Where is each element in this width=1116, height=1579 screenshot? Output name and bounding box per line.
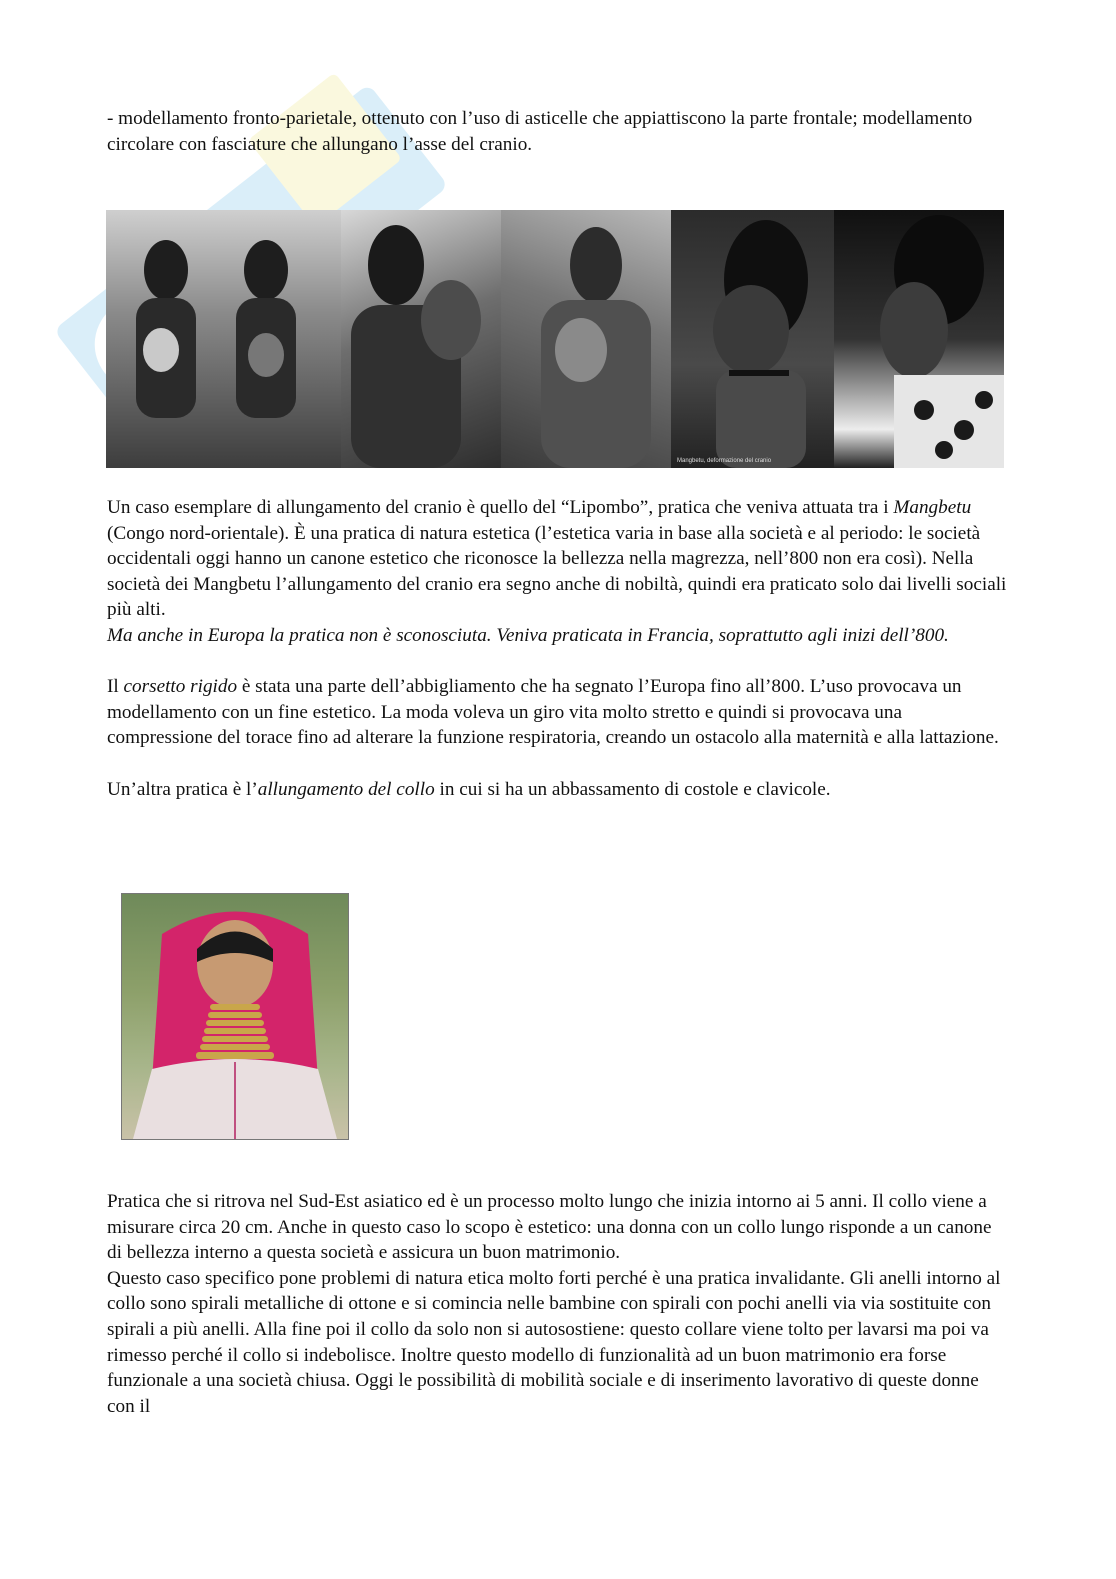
photo-mother-child [341,210,501,468]
emphasis-corsetto: corsetto rigido [123,676,238,698]
sudest-paragraph-2: Questo caso specifico pone problemi di natura etica molto forti perché è una pratica invalidante. Gli anelli intorno al collo sono spirali metalliche di ottone e si comincia nelle bambine con spirali con pochi anelli via via sostituite con spirali a più anelli. Alla fine poi il collo da solo non si autosostiene: questo collare viene tolto per lavarsi ma poi va rimesso perché il collo si indebolisce. Inoltre questo modello di funzionalità ad un buon matrimonio era forse funzionale a una società chiusa. Oggi le possibilità di mobilità sociale e di inserimento lavorativo di queste donne con il [107,1267,1001,1417]
lipombo-paragraph: Un caso esemplare di allungamento del cranio è quello del “Lipombo”, pratica che veniva attuata tra i Mangbetu (Congo nord-orientale). È una pratica di natura estetica (l’estetica varia in base alla società e al periodo: le società occidentali oggi hanno un canone estetico che riconosce la bellezza nella magrezza, nell’800 non era così). Nella società dei Mangbetu l’allungamento del cranio era segno anche di nobiltà, quindi era praticato solo dai livelli sociali più alti. [107,497,1007,621]
photo-neck-rings-woman [121,893,349,1140]
photo-strip [106,210,1004,468]
emphasis-mangbetu: Mangbetu [893,497,972,518]
intro-paragraph: - modellamento fronto-parietale, ottenuto con l’uso di asticelle che appiattiscono la parte frontale; modellamento circolare con fasciature che allungano l’asse del cranio. [107,108,973,155]
photo-woman-profile [834,210,1004,468]
photo-girl-profile [671,210,834,468]
photo-caption: Mangbetu, deformazione del cranio [677,458,772,464]
emphasis-collo: allungamento del collo [257,778,435,800]
corsetto-paragraph: Il corsetto rigido è stata una parte dell’abbigliamento che ha segnato l’Europa fino all’800. L’uso provocava un modellamento con un fine estetico. La moda voleva un giro vita molto stretto e quindi si provocava una compressione del torace fino ad alterare la funzione respiratoria, creando un ostacolo alla maternità e alla lattazione. [107,676,999,749]
collo-paragraph: Un’altra pratica è l’allungamento del collo in cui si ha un abbassamento di costole e clavicole. [107,778,831,800]
photo-woman-infant [501,210,671,468]
europe-italic-paragraph: Ma anche in Europa la pratica non è sconosciuta. Veniva praticata in Francia, soprattutto agli inizi dell’800. [107,624,949,646]
photo-mangbetu-group [106,210,341,468]
sudest-paragraph-1: Pratica che si ritrova nel Sud-Est asiatico ed è un processo molto lungo che inizia intorno ai 5 anni. Il collo viene a misurare circa 20 cm. Anche in questo caso lo scopo è estetico: una donna con un collo lungo risponde a un canone di bellezza interno a questa società e assicura un buon matrimonio. [107,1191,992,1264]
